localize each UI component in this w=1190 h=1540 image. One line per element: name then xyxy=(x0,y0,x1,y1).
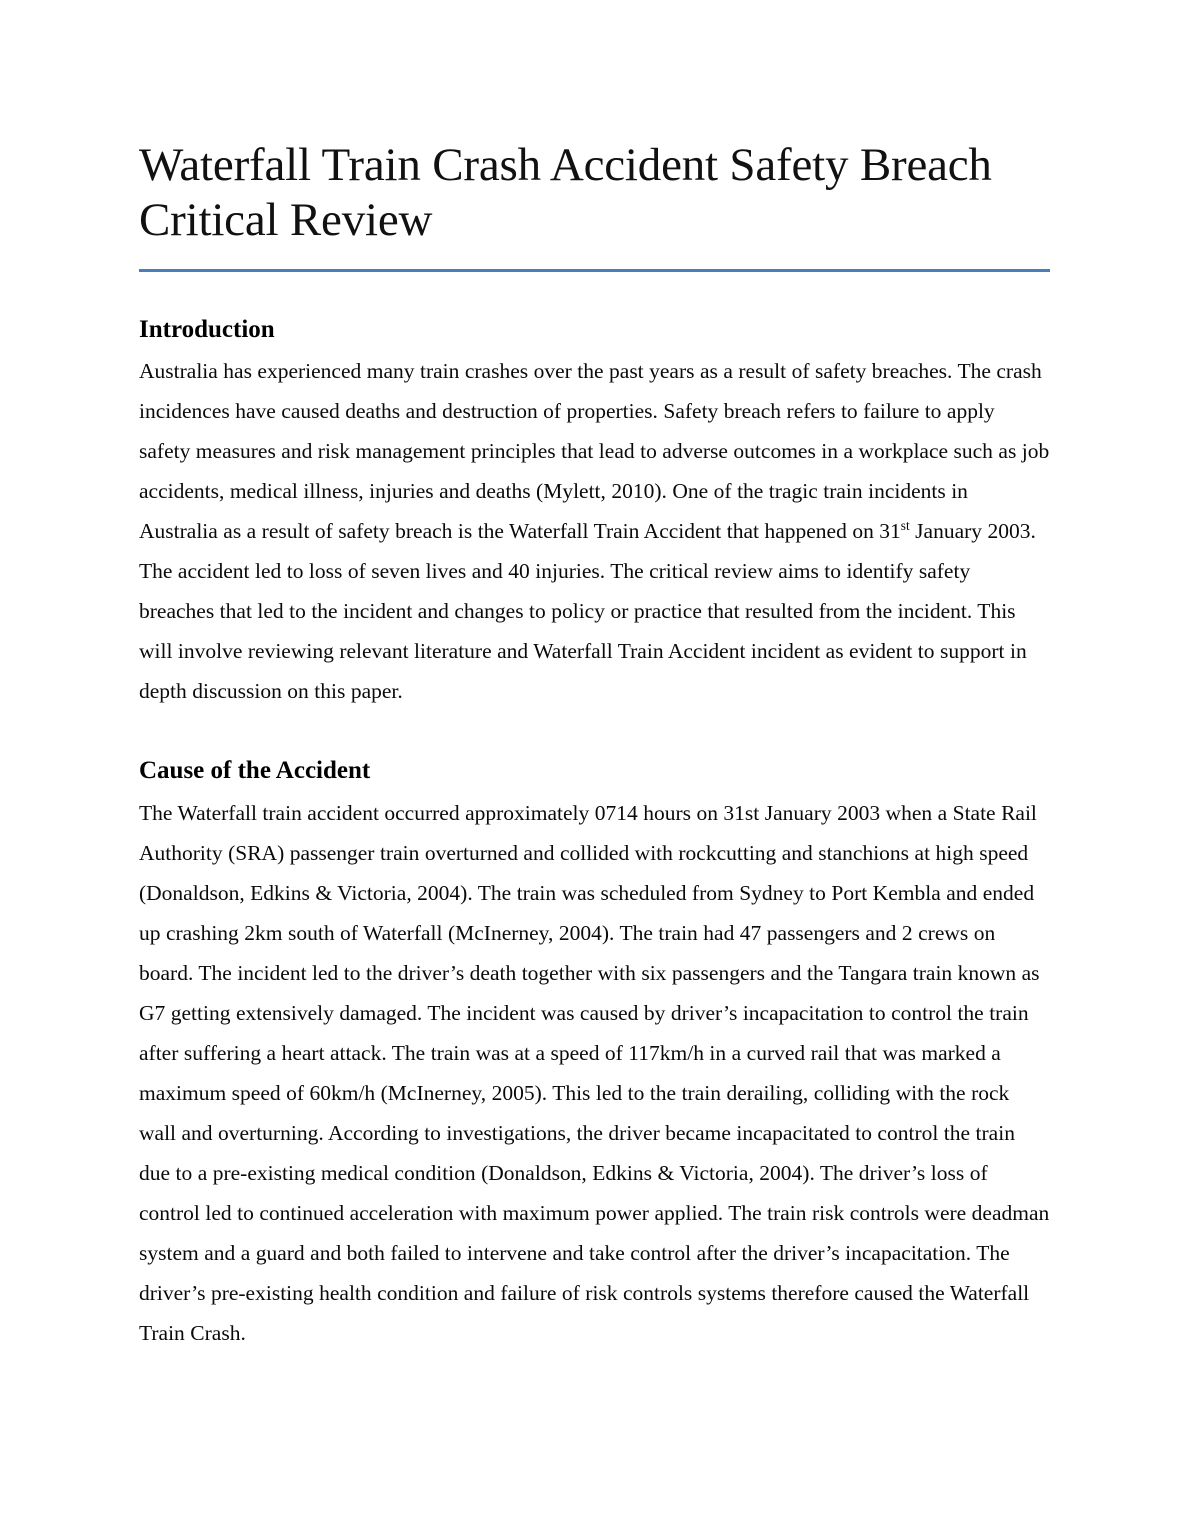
section-heading-introduction: Introduction xyxy=(139,316,275,344)
paragraph-introduction xyxy=(139,351,1050,711)
page-title: Waterfall Train Crash Accident Safety Breach Critical Review xyxy=(139,139,992,246)
section-heading-cause-of-the-accident: Cause of the Accident xyxy=(139,757,371,785)
section-cause-of-the-accident xyxy=(139,755,1050,1352)
title-divider xyxy=(139,269,1050,272)
document-content xyxy=(139,0,1050,1353)
section-introduction xyxy=(139,314,1050,711)
paragraph-cause-of-the-accident: The Waterfall train accident occurred approximately 0714 hours on 31st January 2003 when a State Rail Authority (SRA) passenger train overturned and collided with rockcutting and stanchions at high speed (Donaldson, Edkins & Victoria, 2004). The train was scheduled from Sydney to Port Kembla and ended up crashing 2km south of Waterfall (McInerney, 2004). The train had 47 passengers and 2 crews on board. The incident led to the driver’s death together with six passengers and the Tangara train known as G7 getting extensively damaged. The incident was caused by driver’s incapacitation to control the train after suffering a heart attack. The train was at a speed of 117km/h in a curved rail that was marked a maximum speed of 60km/h (McInerney, 2005). This led to the train derailing, colliding with the rock wall and overturning. According to investigations, the driver became incapacitated to control the train due to a pre-existing medical condition (Donaldson, Edkins & Victoria, 2004). The driver’s loss of control led to continued acceleration with maximum power applied. The train risk controls were deadman system and a guard and both failed to intervene and take control after the driver’s incapacitation. The driver’s pre-existing health condition and failure of risk controls systems therefore caused the Waterfall Train Crash. xyxy=(139,800,1050,1345)
paragraph-introduction-text-part-1: Australia has experienced many train crashes over the past years as a result of safety breaches. The crash incidences have caused deaths and destruction of properties. Safety breach refers to failure to apply safety measures and risk management principles that lead to adverse outcomes in a workplace such as job accidents, medical illness, injuries and deaths (Mylett, 2010). One of the tragic train incidents in Australia as a result of safety breach is the Waterfall Train Accident that happened on 31 xyxy=(139,359,1050,544)
paragraph-introduction-text-part-2: January 2003. The accident led to loss of seven lives and 40 injuries. The critical review aims to identify safety breaches that led to the incident and changes to policy or practice that resulted from the incident. This will involve reviewing relevant literature and Waterfall Train Accident incident as evident to support in depth discussion on this paper. xyxy=(139,519,1036,704)
ordinal-suffix-st: st xyxy=(900,518,910,534)
